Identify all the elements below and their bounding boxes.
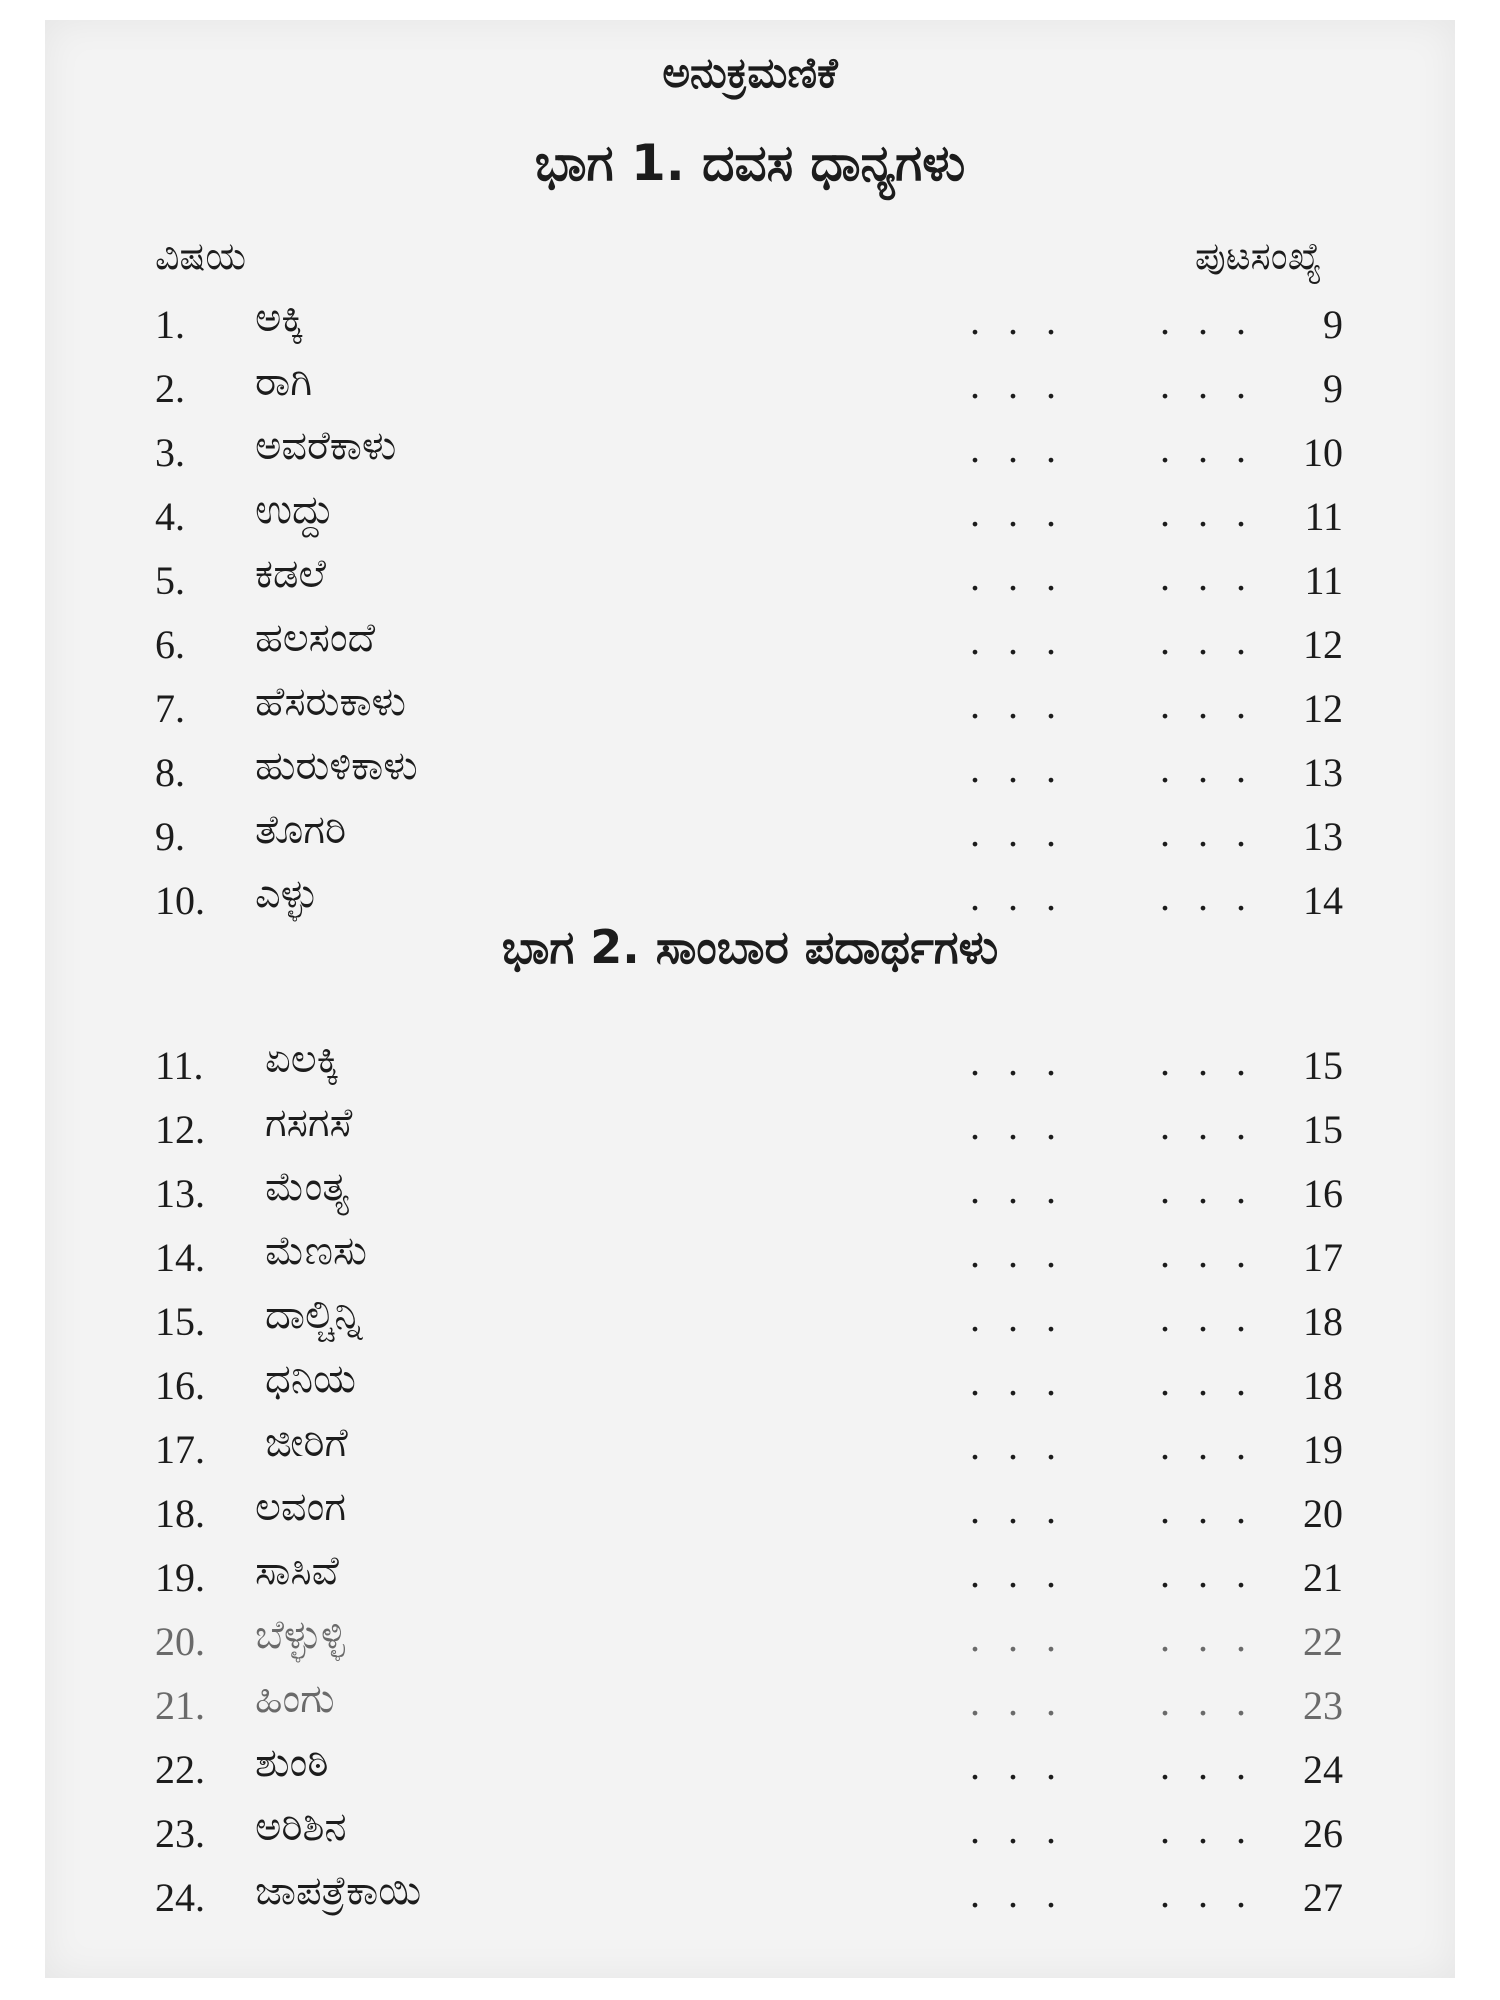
- entry-page-number: 12: [1303, 686, 1343, 731]
- section-1-heading: ಭಾಗ 1. ದವಸ ಧಾನ್ಯಗಳು: [534, 134, 966, 192]
- entry-page-number: 17: [1303, 1235, 1343, 1280]
- toc-entry: [0, 1802, 1500, 1862]
- page-number-column-header: ಪುಟಸಂಖ್ಯೆ: [1194, 234, 1322, 278]
- entry-number: 14.: [155, 1235, 205, 1280]
- entry-name: ಜಾಪತ್ರೆಕಾಯಿ: [255, 1868, 422, 1914]
- entry-number: 15.: [155, 1299, 205, 1344]
- toc-entry: [0, 1034, 1500, 1094]
- toc-entry: [0, 293, 1500, 353]
- entry-number: 3.: [155, 430, 185, 475]
- entry-name: ಉದ್ದು: [255, 487, 335, 533]
- leader-dots: . . . . . .: [970, 1871, 1255, 1916]
- entry-number: 19.: [155, 1555, 205, 1600]
- section-2-heading: ಭಾಗ 2. ಸಾಂಬಾರ ಪದಾರ್ಥಗಳು: [501, 920, 999, 974]
- entry-number: 8.: [155, 750, 185, 795]
- entry-page-number: 16: [1303, 1171, 1343, 1216]
- entry-number: 23.: [155, 1811, 205, 1856]
- leader-dots: . . . . . .: [970, 298, 1255, 343]
- entry-page-number: 14: [1303, 878, 1343, 923]
- entry-name: ಏಲಕ್ಕಿ: [265, 1036, 340, 1082]
- entry-name: ಮೆಂತ್ಯ: [265, 1164, 350, 1210]
- leader-dots: . . . . . .: [970, 1167, 1255, 1212]
- entry-page-number: 9: [1323, 366, 1343, 411]
- entry-page-number: 12: [1303, 622, 1343, 667]
- entry-name: ಅವರೆಕಾಳು: [255, 423, 397, 469]
- toc-entry: [0, 1674, 1500, 1734]
- entry-name: ಅಕ್ಕಿ: [255, 295, 304, 341]
- entry-name: ಶುಂಠಿ: [255, 1740, 329, 1786]
- entry-number: 11.: [155, 1043, 204, 1088]
- leader-dots: . . . . . .: [970, 1039, 1255, 1084]
- leader-dots: . . . . . .: [970, 1615, 1255, 1660]
- entry-name: ಹೆಸರುಕಾಳು: [255, 679, 406, 725]
- entry-number: 18.: [155, 1491, 205, 1536]
- entry-page-number: 26: [1303, 1811, 1343, 1856]
- toc-entry: [0, 1418, 1500, 1478]
- entry-page-number: 20: [1303, 1491, 1343, 1536]
- leader-dots: . . . . . .: [970, 1743, 1255, 1788]
- entry-number: 10.: [155, 878, 205, 923]
- leader-dots: . . . . . .: [970, 682, 1255, 727]
- entry-number: 4.: [155, 494, 185, 539]
- leader-dots: . . . . . .: [970, 490, 1255, 535]
- entry-number: 13.: [155, 1171, 205, 1216]
- entry-page-number: 21: [1303, 1555, 1343, 1600]
- leader-dots: . . . . . .: [970, 746, 1255, 791]
- leader-dots: . . . . . .: [970, 1551, 1255, 1596]
- toc-entry: [0, 421, 1500, 481]
- entry-page-number: 19: [1303, 1427, 1343, 1472]
- toc-entry: [0, 1226, 1500, 1286]
- toc-entry: [0, 1610, 1500, 1670]
- entry-number: 17.: [155, 1427, 205, 1472]
- toc-entry: [0, 357, 1500, 417]
- leader-dots: . . . . . .: [970, 618, 1255, 663]
- entry-page-number: 15: [1303, 1107, 1343, 1152]
- entry-number: 24.: [155, 1875, 205, 1920]
- toc-entry: [0, 1098, 1500, 1158]
- toc-entry: [0, 1546, 1500, 1606]
- entry-number: 2.: [155, 366, 185, 411]
- toc-entry: [0, 677, 1500, 737]
- entry-number: 22.: [155, 1747, 205, 1792]
- toc-entry: [0, 549, 1500, 609]
- leader-dots: . . . . . .: [970, 1679, 1255, 1724]
- entry-page-number: 23: [1303, 1683, 1343, 1728]
- entry-number: 21.: [155, 1683, 205, 1728]
- toc-entry: [0, 1738, 1500, 1798]
- entry-number: 6.: [155, 622, 185, 667]
- toc-entry: [0, 1866, 1500, 1926]
- entry-name: ಲವಂಗ: [255, 1484, 346, 1530]
- toc-entry: [0, 1354, 1500, 1414]
- entry-page-number: 10: [1303, 430, 1343, 475]
- entry-number: 16.: [155, 1363, 205, 1408]
- toc-entry: [0, 1290, 1500, 1350]
- leader-dots: . . . . . .: [970, 1103, 1255, 1148]
- page-title: ಅನುಕ್ರಮಣಿಕೆ: [662, 48, 838, 97]
- entry-name: ಹಿಂಗು: [255, 1676, 335, 1722]
- entry-page-number: 11: [1304, 558, 1343, 603]
- entry-name: ತೊಗರಿ: [255, 807, 347, 853]
- leader-dots: . . . . . .: [970, 426, 1255, 471]
- entry-page-number: 11: [1304, 494, 1343, 539]
- toc-entry: [0, 1162, 1500, 1222]
- entry-page-number: 15: [1303, 1043, 1343, 1088]
- entry-page-number: 13: [1303, 750, 1343, 795]
- entry-page-number: 13: [1303, 814, 1343, 859]
- entry-number: 5.: [155, 558, 185, 603]
- entry-name: ಬೆಳ್ಳುಳ್ಳಿ: [255, 1612, 346, 1658]
- entry-number: 7.: [155, 686, 185, 731]
- toc-entry: [0, 613, 1500, 673]
- entry-page-number: 18: [1303, 1299, 1343, 1344]
- entry-name: ದಾಲ್ಚಿನ್ನಿ: [265, 1292, 363, 1338]
- entry-page-number: 27: [1303, 1875, 1343, 1920]
- leader-dots: . . . . . .: [970, 1359, 1255, 1404]
- subject-column-header: ವಿಷಯ: [155, 234, 247, 278]
- toc-entry: [0, 741, 1500, 801]
- leader-dots: . . . . . .: [970, 1423, 1255, 1468]
- entry-name: ಮೆಣಸು: [265, 1228, 367, 1274]
- entry-page-number: 24: [1303, 1747, 1343, 1792]
- entry-number: 9.: [155, 814, 185, 859]
- toc-entry: [0, 1482, 1500, 1542]
- entry-name: ಹಲಸಂದೆ: [255, 615, 376, 661]
- leader-dots: . . . . . .: [970, 810, 1255, 855]
- entry-name: ರಾಗಿ: [255, 359, 313, 405]
- leader-dots: . . . . . .: [970, 1295, 1255, 1340]
- entry-name: ಎಳ್ಳು: [255, 871, 318, 917]
- entry-page-number: 9: [1323, 302, 1343, 347]
- entry-name: ಧನಿಯ: [265, 1356, 356, 1402]
- leader-dots: . . . . . .: [970, 1807, 1255, 1852]
- toc-entry: [0, 869, 1500, 929]
- entry-number: 20.: [155, 1619, 205, 1664]
- entry-name: ಹುರುಳಿಕಾಳು: [255, 743, 418, 789]
- toc-entry: [0, 485, 1500, 545]
- entry-number: 1.: [155, 302, 185, 347]
- entry-page-number: 18: [1303, 1363, 1343, 1408]
- entry-name: ಸಾಸಿವೆ: [255, 1548, 339, 1594]
- leader-dots: . . . . . .: [970, 362, 1255, 407]
- leader-dots: . . . . . .: [970, 554, 1255, 599]
- entry-name: ಜೀರಿಗೆ: [265, 1420, 348, 1466]
- entry-name: ಕಡಲೆ: [255, 551, 326, 597]
- entry-name: ಗಸಗಸೆ: [265, 1100, 353, 1146]
- leader-dots: . . . . . .: [970, 874, 1255, 919]
- entry-number: 12.: [155, 1107, 205, 1152]
- leader-dots: . . . . . .: [970, 1231, 1255, 1276]
- entry-page-number: 22: [1303, 1619, 1343, 1664]
- entry-name: ಅರಿಶಿನ: [255, 1804, 347, 1850]
- leader-dots: . . . . . .: [970, 1487, 1255, 1532]
- toc-entry: [0, 805, 1500, 865]
